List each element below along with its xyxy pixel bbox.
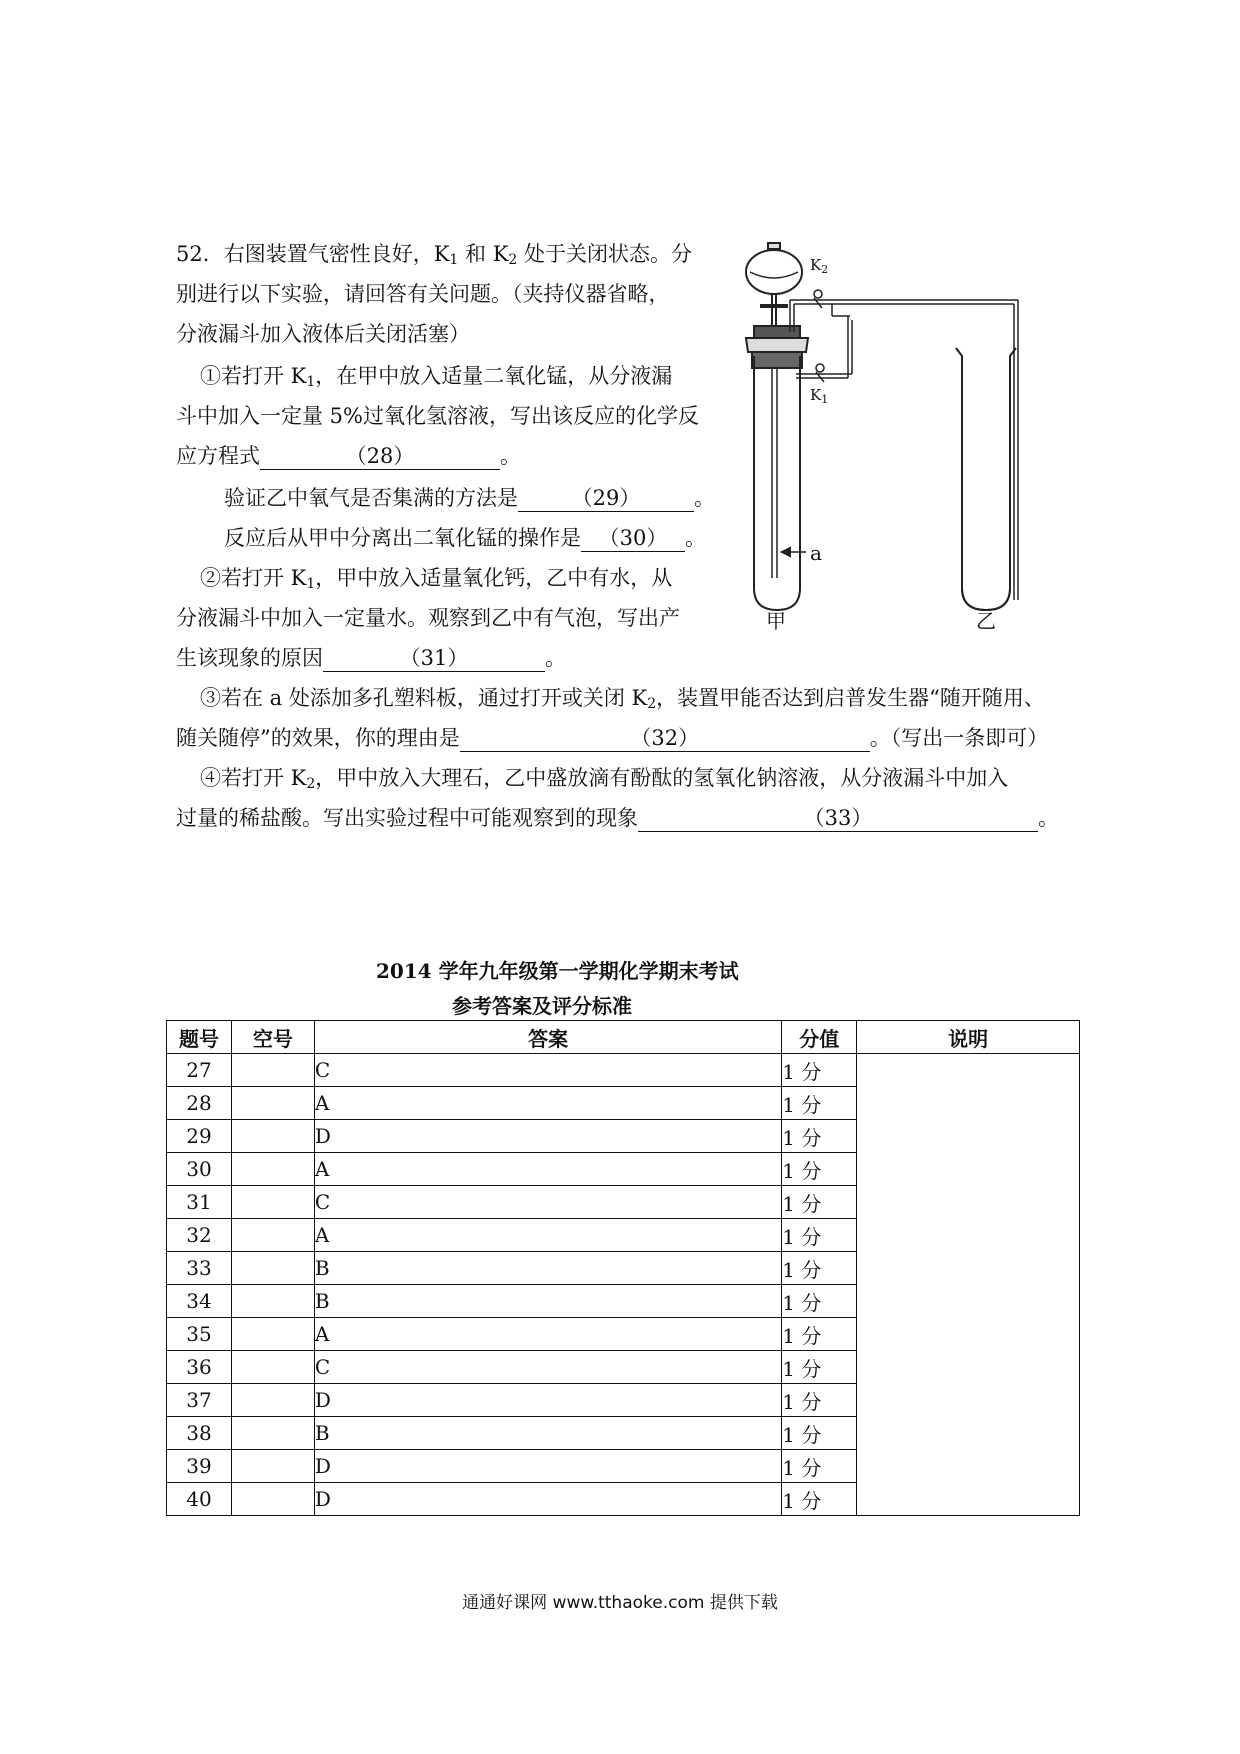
- score-cell: 1 分: [782, 1120, 857, 1153]
- footer-credit: 通通好课网 www.tthaoke.com 提供下载: [462, 1593, 778, 1613]
- text: 。: [545, 646, 566, 670]
- svg-text:K2: [810, 256, 828, 276]
- score-cell: 1 分: [782, 1054, 857, 1087]
- text: 。（写出一条即可）: [869, 726, 1049, 750]
- text: 过量的稀盐酸。写出实验过程中可能观察到的现象: [176, 806, 638, 830]
- score-cell: 1 分: [782, 1087, 857, 1120]
- answer-cell: D: [314, 1384, 781, 1417]
- text: ，甲中放入适量氧化钙，乙中有水，从: [315, 566, 673, 590]
- score-cell: 1 分: [782, 1417, 857, 1450]
- question-number-cell: 35: [167, 1318, 232, 1351]
- answer-cell: C: [314, 1351, 781, 1384]
- text: ，在甲中放入适量二氧化锰，从分液漏: [315, 364, 673, 388]
- apparatus-diagram: [730, 240, 1080, 630]
- table-header-row: [167, 1021, 1080, 1054]
- answer-table: [166, 1020, 1080, 1516]
- subscript: 1: [306, 374, 316, 390]
- label-a: a: [810, 541, 822, 565]
- text: 。: [1038, 806, 1059, 830]
- answer-cell: D: [314, 1483, 781, 1516]
- question-line-2: 别进行以下实验，请回答有关问题。（夹持仪器省略，: [176, 282, 670, 306]
- question-number-cell: 33: [167, 1252, 232, 1285]
- question-number-cell: 39: [167, 1450, 232, 1483]
- text: ，装置甲能否达到启普发生器“随开随用、: [656, 686, 1045, 710]
- stopper-top: [754, 326, 800, 338]
- part-1-line-2: 斗中加入一定量 5%过氧化氢溶液，写出该反应的化学反: [176, 404, 699, 428]
- answer-blank-30[interactable]: （30）: [581, 525, 685, 552]
- text: 随关随停”的效果，你的理由是: [176, 726, 460, 750]
- text: ②若打开 K: [200, 566, 307, 590]
- header-blank-number: 空号: [231, 1021, 314, 1054]
- subscript: 2: [647, 696, 657, 712]
- text: 和 K: [458, 242, 509, 266]
- blank-number-cell: [231, 1450, 314, 1483]
- text: 反应后从甲中分离出二氧化锰的操作是: [224, 526, 581, 550]
- blank-number-cell: [231, 1054, 314, 1087]
- question-number-cell: 34: [167, 1285, 232, 1318]
- score-cell: 1 分: [782, 1318, 857, 1351]
- label-k1-sub: 1: [821, 393, 829, 406]
- part-3-line-2: [176, 718, 1048, 758]
- stopper-body: [752, 352, 802, 368]
- text: 。: [694, 486, 715, 510]
- score-cell: 1 分: [782, 1186, 857, 1219]
- blank-number-cell: [231, 1384, 314, 1417]
- header-question-number: 题号: [167, 1021, 232, 1054]
- answer-cell: B: [314, 1417, 781, 1450]
- text: 。: [685, 526, 706, 550]
- answer-blank-28[interactable]: （28）: [260, 443, 500, 470]
- score-cell: 1 分: [782, 1285, 857, 1318]
- text: 生该现象的原因: [176, 646, 323, 670]
- part-1-line-5: [224, 518, 706, 558]
- table-body: [167, 1054, 1080, 1516]
- answer-blank-32[interactable]: （32）: [460, 725, 870, 752]
- answer-blank-31[interactable]: （31）: [323, 645, 545, 672]
- subscript: 2: [306, 776, 316, 792]
- table-row: [167, 1054, 1080, 1087]
- question-number-cell: 31: [167, 1186, 232, 1219]
- answer-cell: A: [314, 1219, 781, 1252]
- label-k1: K: [810, 386, 822, 404]
- score-cell: 1 分: [782, 1384, 857, 1417]
- answer-cell: B: [314, 1252, 781, 1285]
- answer-cell: A: [314, 1153, 781, 1186]
- answer-subtitle: 参考答案及评分标准: [452, 994, 632, 1018]
- text: ①若打开 K: [200, 364, 307, 388]
- part-4-line-2: [176, 798, 1059, 838]
- score-cell: 1 分: [782, 1219, 857, 1252]
- answer-cell: B: [314, 1285, 781, 1318]
- part-1-line-3: [176, 436, 521, 476]
- answer-cell: A: [314, 1318, 781, 1351]
- header-score: 分值: [782, 1021, 857, 1054]
- test-tube-yi: [962, 356, 1010, 610]
- subscript: 1: [306, 576, 316, 592]
- text: 验证乙中氧气是否集满的方法是: [224, 486, 518, 510]
- score-cell: 1 分: [782, 1450, 857, 1483]
- answer-cell: C: [314, 1186, 781, 1219]
- text: ④若打开 K: [200, 766, 307, 790]
- text: ，甲中放入大理石，乙中盛放滴有酚酞的氢氧化钠溶液，从分液漏斗中加入: [315, 766, 1009, 790]
- label-k2: K: [810, 256, 822, 274]
- question-number-cell: 37: [167, 1384, 232, 1417]
- answer-title: 2014 学年九年级第一学期化学期末考试: [376, 959, 739, 983]
- answer-cell: A: [314, 1087, 781, 1120]
- blank-number-cell: [231, 1087, 314, 1120]
- part-2-line-2: 分液漏斗中加入一定量水。观察到乙中有气泡，写出产: [176, 606, 680, 630]
- question-number-cell: 29: [167, 1120, 232, 1153]
- blank-number-cell: [231, 1318, 314, 1351]
- blank-number-cell: [231, 1417, 314, 1450]
- separatory-funnel-bulb: [746, 250, 802, 294]
- question-number-cell: 40: [167, 1483, 232, 1516]
- svg-text:K1: [810, 386, 828, 406]
- header-answer: 答案: [314, 1021, 781, 1054]
- k1-clip: [816, 364, 824, 372]
- label-yi: 乙: [976, 609, 996, 630]
- label-k2-sub: 2: [821, 263, 829, 276]
- answer-blank-33[interactable]: （33）: [638, 805, 1038, 832]
- blank-number-cell: [231, 1252, 314, 1285]
- score-cell: 1 分: [782, 1252, 857, 1285]
- text: ③若在 a 处添加多孔塑料板，通过打开或关闭 K: [200, 686, 648, 710]
- part-1-line-4: [224, 478, 715, 518]
- blank-number-cell: [231, 1186, 314, 1219]
- answer-cell: C: [314, 1054, 781, 1087]
- k2-clip: [814, 290, 822, 298]
- text: 应方程式: [176, 444, 260, 468]
- answer-cell: D: [314, 1450, 781, 1483]
- label-jia: 甲: [766, 609, 786, 630]
- part-2-line-3: [176, 638, 566, 678]
- blank-number-cell: [231, 1120, 314, 1153]
- answer-blank-29[interactable]: （29）: [518, 485, 694, 512]
- question-number-cell: 28: [167, 1087, 232, 1120]
- text: 。: [500, 444, 521, 468]
- subscript: 1: [449, 252, 459, 268]
- question-line-3: 分液漏斗加入液体后关闭活塞）: [176, 322, 470, 346]
- text: 52．右图装置气密性良好，K: [176, 242, 450, 266]
- question-number-cell: 36: [167, 1351, 232, 1384]
- blank-number-cell: [231, 1285, 314, 1318]
- blank-number-cell: [231, 1483, 314, 1516]
- notes-cell: [857, 1054, 1080, 1516]
- score-cell: 1 分: [782, 1153, 857, 1186]
- score-cell: 1 分: [782, 1351, 857, 1384]
- header-notes: 说明: [857, 1021, 1080, 1054]
- score-cell: 1 分: [782, 1483, 857, 1516]
- answer-cell: D: [314, 1120, 781, 1153]
- subscript: 2: [508, 252, 518, 268]
- blank-number-cell: [231, 1351, 314, 1384]
- question-number-cell: 38: [167, 1417, 232, 1450]
- blank-number-cell: [231, 1153, 314, 1186]
- question-number-cell: 27: [167, 1054, 232, 1087]
- blank-number-cell: [231, 1219, 314, 1252]
- text: 处于关闭状态。分: [517, 242, 692, 266]
- question-number-cell: 30: [167, 1153, 232, 1186]
- question-number-cell: 32: [167, 1219, 232, 1252]
